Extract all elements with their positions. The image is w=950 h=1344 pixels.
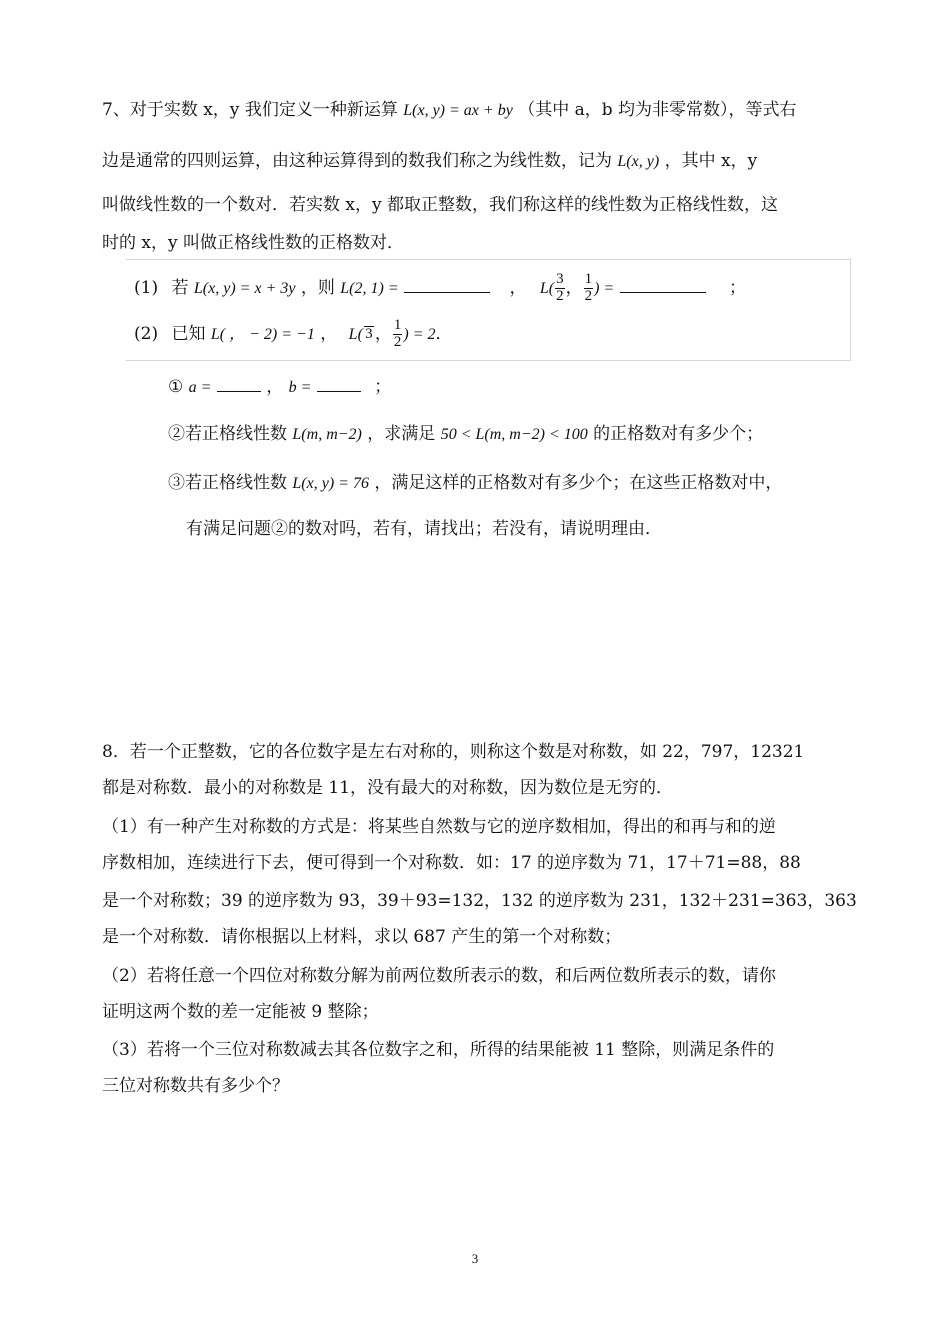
q7-line-3: 叫做线性数的一个数对．若实数 x，y 都取正整数，我们称这样的线性数为正格线性数，这: [102, 195, 778, 215]
part-1-expression-1: L(2, 1) =: [340, 279, 399, 297]
q8-line-6: 是一个对称数．请你根据以上材料，求以 687 产生的第一个对称数；: [102, 927, 622, 947]
part-1-answer-blank-2[interactable]: [620, 292, 706, 293]
q7-line-1-text-b: （其中 a，b 均为非零常数），等式右: [518, 100, 797, 120]
part-1-expression-2-open: L(: [539, 279, 555, 297]
fraction-over-three: [364, 326, 374, 343]
page-number: 3: [471, 1251, 479, 1266]
part-2-condition-1: L( ， − 2) = −1: [210, 325, 315, 343]
part-1-if: 若: [171, 277, 189, 298]
q8-line-7: （2）若将任意一个四位对称数分解为前两位数所表示的数，和后两位数所表示的数，请你: [102, 966, 776, 986]
q8-line-1: 8．若一个正整数，它的各位数字是左右对称的，则称这个数是对称数，如 22，797，12321: [102, 742, 805, 762]
q7-line-1-text-a: 7、对于实数 x，y 我们定义一种新运算: [102, 100, 398, 120]
part-2-given: 已知: [171, 323, 206, 344]
part-2-condition-2-open: L(: [348, 325, 363, 343]
part-1-definition: L(x, y) = x + 3y: [193, 279, 296, 297]
q7-line-1: [102, 102, 797, 119]
subpart-2-text-a: ②若正格线性数: [168, 424, 287, 444]
fraction-numerator: 1: [584, 271, 593, 287]
b-answer-blank[interactable]: [317, 391, 361, 392]
q7-operation-definition: L(x, y) = ax + by: [403, 102, 513, 119]
q8-line-10: 三位对称数共有多少个？: [102, 1076, 289, 1096]
q7-line-4: 时的 x，y 叫做正格线性数的正格数对．: [102, 233, 404, 253]
q7-subpart-3: [168, 475, 782, 492]
q7-subpart-2: [168, 426, 763, 443]
q7-line-2-text-b: ，其中 x，y: [664, 151, 758, 171]
fraction-one-half: [584, 272, 594, 305]
a-label: a =: [188, 379, 212, 396]
b-label: b =: [288, 379, 312, 396]
q7-line-2-text-a: 边是通常的四则运算，由这种运算得到的数我们称之为线性数，记为: [102, 151, 612, 171]
part-2-label: (2): [134, 323, 159, 344]
q7-line-2: [102, 153, 757, 170]
q8-line-4: 序数相加，连续进行下去，便可得到一个对称数．如：17 的逆序数为 71，17＋71=88，88: [102, 853, 801, 873]
circled-number-1: ①: [168, 377, 184, 397]
part-1-separator: ，: [509, 277, 527, 298]
subpart-2-text-b: ，求满足: [367, 424, 436, 444]
part-1-comma: ，: [565, 277, 583, 298]
subpart-2-notation: L(m, m−2): [292, 426, 362, 443]
q7-subpart-3-line-2: 有满足问题②的数对吗，若有，请找出；若没有，请说明理由．: [186, 519, 662, 539]
q8-line-2: 都是对称数．最小的对称数是 11，没有最大的对称数，因为数位是无穷的．: [102, 778, 674, 798]
part-1-end: ；: [729, 277, 747, 298]
part-1-label: (1): [134, 277, 159, 298]
part-1-then: ，则: [300, 277, 335, 298]
subpart-3-text-a: ③若正格线性数: [168, 473, 287, 493]
fraction-three-halves: [555, 272, 565, 305]
fraction-numerator: 1: [393, 317, 402, 333]
part-2-comma: ，: [374, 323, 392, 344]
q7-part-2: [134, 318, 453, 351]
fraction-numerator: 3: [556, 271, 564, 287]
q8-line-5: 是一个对称数；39 的逆序数为 93，39＋93=132，132 的逆序数为 231，132＋231=363，363: [102, 891, 857, 911]
q8-line-8: 证明这两个数的差一定能被 9 整除；: [102, 1002, 379, 1022]
q7-subpart-1: [168, 379, 391, 396]
subpart-1-end: ；: [374, 377, 392, 397]
subpart-3-text-b: ，满足这样的正格数对有多少个；在这些正格数对中，: [374, 473, 783, 493]
fraction-denominator: 2: [556, 287, 564, 304]
fraction-denominator: 2: [584, 287, 593, 304]
part-1-expression-2-close: ) =: [594, 279, 615, 297]
fraction-one-half: [393, 318, 403, 351]
subpart-2-inequality: 50 < L(m, m−2) < 100: [440, 426, 588, 443]
part-2-separator: ，: [320, 323, 338, 344]
subpart-2-text-c: 的正格数对有多少个；: [593, 424, 764, 444]
q7-linear-number-notation: L(x, y): [617, 153, 660, 170]
a-answer-blank[interactable]: [217, 391, 261, 392]
subpart-3-equation: L(x, y) = 76: [292, 475, 369, 492]
subpart-1-comma: ，: [266, 377, 284, 397]
q8-line-3: （1）有一种产生对称数的方式是：将某些自然数与它的逆序数相加，得出的和再与和的逆: [102, 817, 776, 837]
fraction-denominator: 2: [393, 333, 402, 350]
part-2-condition-2-close: ) = 2: [403, 325, 436, 343]
q7-part-1: [134, 272, 746, 305]
part-1-answer-blank-1[interactable]: [404, 292, 490, 293]
fraction-denominator: 3: [365, 325, 373, 342]
part-2-end: ．: [435, 323, 453, 344]
q8-line-9: （3）若将一个三位对称数减去其各位数字之和，所得的结果能被 11 整除，则满足条件的: [102, 1040, 775, 1060]
